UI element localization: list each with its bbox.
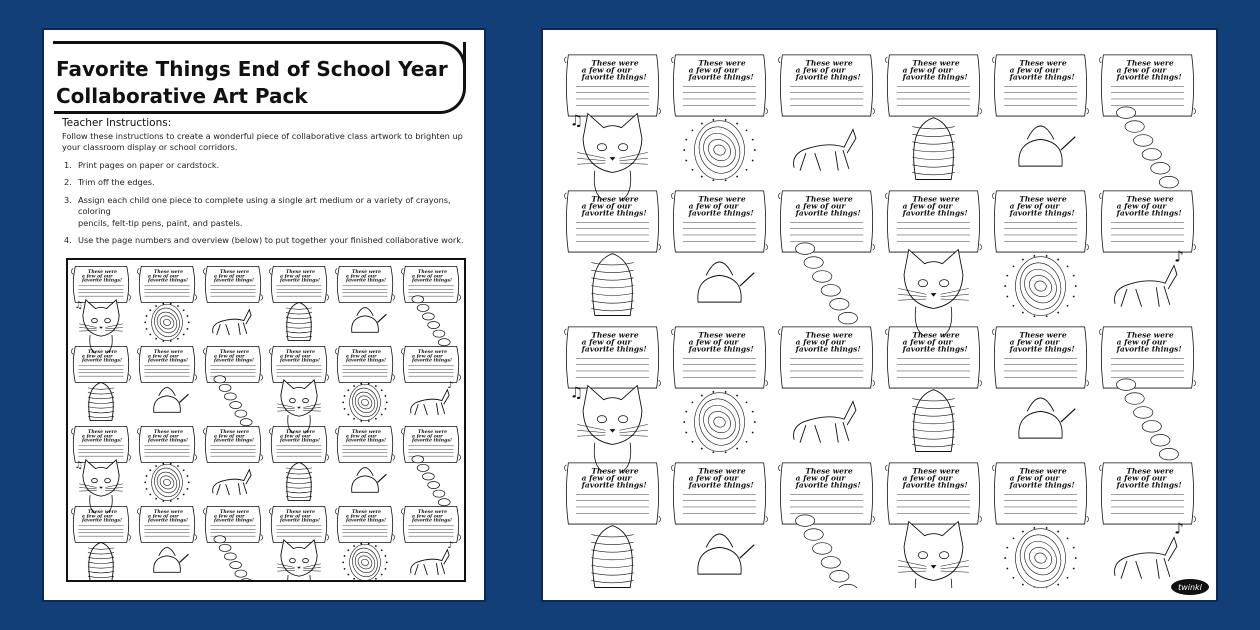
horse-drawing — [213, 470, 251, 495]
scroll-caption: favorite things! — [81, 278, 122, 284]
scroll-drawing — [795, 515, 857, 588]
scroll-caption: These were — [417, 429, 448, 435]
scroll-caption: These were — [219, 509, 250, 515]
scroll-caption: favorite things! — [1116, 72, 1182, 82]
scroll-caption: These were — [591, 58, 639, 68]
scroll-caption: a few of our — [213, 434, 245, 440]
scroll-caption: favorite things! — [902, 344, 968, 354]
cat-drawing — [79, 300, 123, 353]
scroll-banner — [778, 55, 874, 116]
horse-drawing — [794, 401, 856, 442]
scroll-banner — [401, 426, 460, 462]
kettle-drawing — [154, 388, 189, 413]
scroll-caption: favorite things! — [795, 344, 861, 354]
scroll-caption: favorite things! — [1009, 480, 1075, 490]
music-note-icon: ♪ — [1174, 519, 1184, 538]
scroll-caption: favorite things! — [213, 438, 254, 444]
scroll-banner — [401, 346, 460, 382]
scroll-caption: favorite things! — [1009, 344, 1075, 354]
mittens-drawing — [88, 382, 114, 420]
scroll-banner — [335, 506, 394, 542]
mittens-drawing — [912, 390, 954, 452]
scroll-banner — [564, 327, 660, 388]
scroll-banner — [137, 426, 196, 462]
scroll-caption: a few of our — [795, 201, 846, 211]
scroll-banner — [564, 55, 660, 116]
mittens-drawing — [286, 462, 312, 500]
scroll-caption: These were — [1019, 466, 1067, 476]
scroll-caption: These were — [805, 330, 853, 340]
page-title-line-1: Favorite Things End of School Year — [56, 57, 448, 81]
scroll-banner — [269, 426, 328, 462]
step-text: Print pages on paper or cardstock. — [78, 159, 220, 170]
horse-drawing — [794, 129, 856, 170]
scroll-caption: a few of our — [345, 434, 377, 440]
scroll-caption: a few of our — [213, 514, 245, 520]
instructions-block — [62, 118, 472, 253]
steps-list — [62, 160, 472, 247]
scroll-caption: These were — [87, 429, 118, 435]
scroll-caption: favorite things! — [1116, 344, 1182, 354]
music-note-icon: ♫ — [74, 460, 83, 471]
scroll-banner — [885, 463, 981, 524]
scroll-caption: a few of our — [411, 434, 443, 440]
scroll-caption: favorite things! — [581, 480, 647, 490]
cat-drawing — [79, 460, 123, 513]
scroll-caption: a few of our — [213, 274, 245, 280]
kettle-drawing — [154, 548, 189, 573]
scroll-caption: favorite things! — [688, 208, 754, 218]
scroll-caption: a few of our — [81, 514, 113, 520]
scroll-caption: favorite things! — [581, 208, 647, 218]
scroll-caption: These were — [153, 269, 184, 275]
scroll-caption: These were — [698, 194, 746, 204]
scroll-caption: favorite things! — [147, 438, 188, 444]
scroll-drawing — [1116, 379, 1178, 460]
scroll-caption: favorite things! — [795, 480, 861, 490]
scroll-banner — [203, 346, 262, 382]
scroll-banner — [885, 55, 981, 116]
rose-drawing — [683, 119, 755, 181]
page-title-line-2: Collaborative Art Pack — [56, 84, 308, 108]
music-note-icon: ♪ — [1174, 247, 1184, 266]
scroll-caption: These were — [912, 330, 960, 340]
scroll-caption: These were — [912, 58, 960, 68]
scroll-banner — [992, 463, 1088, 524]
scroll-caption: a few of our — [147, 354, 179, 360]
scroll-caption: favorite things! — [345, 518, 386, 524]
scroll-caption: a few of our — [279, 354, 311, 360]
scroll-banner — [137, 266, 196, 302]
horse-drawing — [411, 390, 449, 415]
scroll-caption: favorite things! — [147, 518, 188, 524]
scroll-caption: a few of our — [279, 434, 311, 440]
scroll-drawing — [1116, 107, 1178, 188]
scroll-caption: favorite things! — [902, 480, 968, 490]
scroll-caption: a few of our — [795, 337, 846, 347]
step-text-continued: pencils, felt-tip pens, paint, and pastels. — [78, 217, 243, 228]
scroll-caption: a few of our — [1009, 201, 1060, 211]
scroll-banner — [71, 346, 130, 382]
scroll-banner — [71, 426, 130, 462]
scroll-banner — [671, 463, 767, 524]
scroll-caption: These were — [351, 429, 382, 435]
scroll-banner — [71, 506, 130, 542]
horse-drawing — [213, 310, 251, 335]
scroll-caption: a few of our — [688, 65, 739, 75]
kettle-drawing — [698, 534, 754, 574]
scroll-caption: These were — [153, 349, 184, 355]
scroll-caption: These were — [87, 269, 118, 275]
scroll-caption: These were — [1126, 330, 1174, 340]
scroll-caption: These were — [87, 349, 118, 355]
scroll-caption: These were — [591, 466, 639, 476]
horse-drawing — [1115, 265, 1177, 306]
scroll-caption: These were — [153, 509, 184, 515]
cat-drawing — [277, 540, 321, 580]
scroll-banner — [269, 346, 328, 382]
scroll-banner — [992, 55, 1088, 116]
scroll-banner — [335, 426, 394, 462]
scroll-caption: favorite things! — [581, 72, 647, 82]
scroll-caption: favorite things! — [279, 518, 320, 524]
scroll-caption: favorite things! — [795, 72, 861, 82]
scroll-caption: These were — [219, 269, 250, 275]
scroll-caption: a few of our — [345, 354, 377, 360]
intro-line-2: your classroom display or school corridors. — [62, 142, 238, 152]
scroll-caption: a few of our — [902, 65, 953, 75]
step-number: 1. — [64, 159, 72, 170]
kettle-drawing — [698, 262, 754, 302]
scroll-caption: favorite things! — [279, 358, 320, 364]
cat-drawing — [898, 250, 969, 340]
scroll-caption: favorite things! — [345, 278, 386, 284]
scroll-banner — [564, 463, 660, 524]
scroll-caption: These were — [153, 429, 184, 435]
scroll-banner — [1099, 191, 1195, 252]
scroll-caption: a few of our — [147, 434, 179, 440]
scroll-drawing — [412, 456, 450, 506]
scroll-caption: a few of our — [902, 473, 953, 483]
scroll-caption: favorite things! — [1116, 480, 1182, 490]
step-item — [62, 160, 472, 172]
scroll-caption: favorite things! — [213, 358, 254, 364]
cat-drawing — [898, 522, 969, 588]
cat-drawing — [577, 386, 648, 476]
scroll-caption: favorite things! — [902, 208, 968, 218]
scroll-caption: a few of our — [688, 201, 739, 211]
scroll-banner — [1099, 55, 1195, 116]
scroll-banner — [1099, 463, 1195, 524]
horse-drawing — [411, 550, 449, 575]
cat-drawing — [577, 114, 648, 204]
music-note-icon: ♫ — [74, 300, 83, 311]
scroll-banner — [269, 506, 328, 542]
scroll-caption: favorite things! — [147, 278, 188, 284]
rose-drawing — [1004, 527, 1076, 588]
scroll-banner — [992, 327, 1088, 388]
scroll-caption: These were — [1126, 58, 1174, 68]
step-text: Trim off the edges. — [78, 177, 155, 187]
scroll-drawing — [412, 296, 450, 346]
scroll-caption: a few of our — [1009, 473, 1060, 483]
scroll-banner — [778, 327, 874, 388]
scroll-banner — [137, 346, 196, 382]
scroll-caption: favorite things! — [411, 358, 452, 364]
music-note-icon: ♪ — [447, 540, 454, 551]
mittens-drawing — [88, 542, 114, 580]
scroll-caption: These were — [351, 269, 382, 275]
step-number: 2. — [64, 177, 72, 187]
scroll-caption: favorite things! — [411, 278, 452, 284]
music-note-icon: ♫ — [569, 383, 584, 402]
kettle-drawing — [352, 308, 387, 333]
twinkl-logo — [1170, 578, 1210, 596]
rose-drawing — [144, 463, 189, 502]
mittens-drawing — [286, 302, 312, 340]
scroll-caption: favorite things! — [688, 72, 754, 82]
scroll-caption: favorite things! — [213, 518, 254, 524]
scroll-caption: These were — [591, 330, 639, 340]
scroll-caption: These were — [351, 349, 382, 355]
step-item — [62, 195, 472, 230]
scroll-caption: favorite things! — [1009, 72, 1075, 82]
mittens-drawing — [591, 526, 633, 588]
scroll-caption: a few of our — [279, 514, 311, 520]
scroll-banner — [885, 191, 981, 252]
scroll-caption: favorite things! — [81, 438, 122, 444]
scroll-banner — [71, 266, 130, 302]
scroll-caption: These were — [285, 429, 316, 435]
scroll-caption: a few of our — [795, 65, 846, 75]
scroll-caption: favorite things! — [795, 208, 861, 218]
horse-drawing — [1115, 537, 1177, 578]
scroll-caption: favorite things! — [581, 344, 647, 354]
cat-drawing — [277, 380, 321, 433]
scroll-drawing — [795, 243, 857, 324]
mittens-drawing — [912, 118, 954, 180]
scroll-caption: a few of our — [1116, 65, 1167, 75]
logo-text: twinkl — [1178, 583, 1202, 592]
scroll-caption: a few of our — [688, 473, 739, 483]
rose-drawing — [342, 543, 387, 580]
scroll-caption: a few of our — [81, 274, 113, 280]
step-text: Use the page numbers and overview (below) to put together your finished collaborative work. — [78, 235, 464, 245]
scroll-caption: a few of our — [1009, 337, 1060, 347]
instructions-heading: Teacher Instructions: — [62, 117, 172, 129]
artwork-sheet — [541, 28, 1218, 602]
scroll-caption: a few of our — [688, 337, 739, 347]
scroll-caption: a few of our — [581, 473, 632, 483]
scroll-caption: These were — [87, 509, 118, 515]
full-artwork-drawing — [559, 44, 1201, 588]
scroll-caption: favorite things! — [81, 358, 122, 364]
scroll-caption: a few of our — [345, 274, 377, 280]
scroll-caption: a few of our — [902, 337, 953, 347]
scroll-caption: a few of our — [147, 274, 179, 280]
scroll-caption: favorite things! — [213, 278, 254, 284]
scroll-caption: These were — [805, 466, 853, 476]
step-item — [62, 235, 472, 247]
scroll-caption: a few of our — [147, 514, 179, 520]
scroll-caption: a few of our — [345, 514, 377, 520]
rose-drawing — [144, 303, 189, 342]
scroll-caption: a few of our — [795, 473, 846, 483]
music-note-icon: ♫ — [569, 111, 584, 130]
scroll-banner — [137, 506, 196, 542]
scroll-drawing — [214, 376, 252, 426]
scroll-banner — [401, 266, 460, 302]
scroll-caption: These were — [417, 269, 448, 275]
kettle-drawing — [1019, 398, 1075, 438]
scroll-banner — [203, 266, 262, 302]
rose-drawing — [683, 391, 755, 453]
scroll-caption: These were — [698, 330, 746, 340]
scroll-caption: These were — [698, 466, 746, 476]
scroll-banner — [564, 191, 660, 252]
scroll-caption: a few of our — [411, 514, 443, 520]
scroll-banner — [401, 506, 460, 542]
scroll-caption: a few of our — [279, 274, 311, 280]
scroll-caption: These were — [805, 194, 853, 204]
scroll-banner — [778, 463, 874, 524]
scroll-caption: These were — [912, 466, 960, 476]
scroll-caption: a few of our — [411, 274, 443, 280]
scroll-caption: a few of our — [1116, 201, 1167, 211]
scroll-caption: a few of our — [1009, 65, 1060, 75]
scroll-caption: These were — [805, 58, 853, 68]
scroll-caption: These were — [912, 194, 960, 204]
scroll-caption: These were — [285, 269, 316, 275]
scroll-caption: favorite things! — [1009, 208, 1075, 218]
scroll-caption: These were — [351, 509, 382, 515]
scroll-banner — [203, 426, 262, 462]
scroll-banner — [1099, 327, 1195, 388]
mittens-drawing — [591, 254, 633, 316]
scroll-caption: a few of our — [411, 354, 443, 360]
rose-drawing — [1004, 255, 1076, 317]
step-number: 3. — [64, 194, 72, 205]
scroll-caption: These were — [285, 349, 316, 355]
scroll-caption: These were — [285, 509, 316, 515]
scroll-banner — [885, 327, 981, 388]
scroll-caption: favorite things! — [902, 72, 968, 82]
scroll-caption: favorite things! — [279, 278, 320, 284]
scroll-caption: a few of our — [213, 354, 245, 360]
scroll-caption: favorite things! — [1116, 208, 1182, 218]
kettle-drawing — [1019, 126, 1075, 166]
scroll-caption: a few of our — [902, 201, 953, 211]
scroll-caption: favorite things! — [688, 344, 754, 354]
scroll-caption: favorite things! — [411, 438, 452, 444]
intro-line-1: Follow these instructions to create a wonderful piece of collaborative class artwork to brighten up — [62, 130, 463, 141]
step-item — [62, 177, 472, 189]
step-text: Assign each child one piece to complete using a single art medium or a variety of crayons, coloring — [78, 194, 451, 216]
scroll-banner — [778, 191, 874, 252]
scroll-caption: These were — [219, 349, 250, 355]
scroll-caption: favorite things! — [345, 438, 386, 444]
scroll-caption: These were — [698, 58, 746, 68]
scroll-banner — [671, 55, 767, 116]
instructions-intro — [62, 131, 472, 154]
music-note-icon: ♪ — [447, 380, 454, 391]
scroll-banner — [335, 346, 394, 382]
scroll-banner — [992, 191, 1088, 252]
scroll-caption: favorite things! — [279, 438, 320, 444]
step-number: 4. — [64, 235, 72, 245]
scroll-caption: These were — [591, 194, 639, 204]
scroll-caption: These were — [1126, 194, 1174, 204]
full-artwork — [559, 44, 1201, 588]
overview-artwork — [66, 258, 466, 582]
rose-drawing — [342, 383, 387, 422]
scroll-caption: These were — [1019, 330, 1067, 340]
scroll-caption: a few of our — [81, 434, 113, 440]
scroll-caption: These were — [219, 429, 250, 435]
scroll-caption: a few of our — [581, 337, 632, 347]
scroll-caption: a few of our — [81, 354, 113, 360]
scroll-banner — [671, 327, 767, 388]
scroll-caption: favorite things! — [688, 480, 754, 490]
scroll-banner — [671, 191, 767, 252]
scroll-caption: favorite things! — [345, 358, 386, 364]
overview-artwork-drawing — [68, 260, 464, 580]
scroll-banner — [269, 266, 328, 302]
scroll-caption: favorite things! — [147, 358, 188, 364]
scroll-caption: These were — [1126, 466, 1174, 476]
scroll-caption: a few of our — [581, 65, 632, 75]
scroll-banner — [335, 266, 394, 302]
scroll-caption: favorite things! — [411, 518, 452, 524]
scroll-caption: a few of our — [581, 201, 632, 211]
scroll-caption: These were — [417, 509, 448, 515]
scroll-caption: These were — [1019, 58, 1067, 68]
scroll-caption: a few of our — [1116, 337, 1167, 347]
kettle-drawing — [352, 468, 387, 493]
instructions-sheet — [42, 28, 486, 602]
scroll-caption: These were — [1019, 194, 1067, 204]
scroll-caption: These were — [417, 349, 448, 355]
scroll-caption: a few of our — [1116, 473, 1167, 483]
scroll-banner — [203, 506, 262, 542]
scroll-caption: favorite things! — [81, 518, 122, 524]
